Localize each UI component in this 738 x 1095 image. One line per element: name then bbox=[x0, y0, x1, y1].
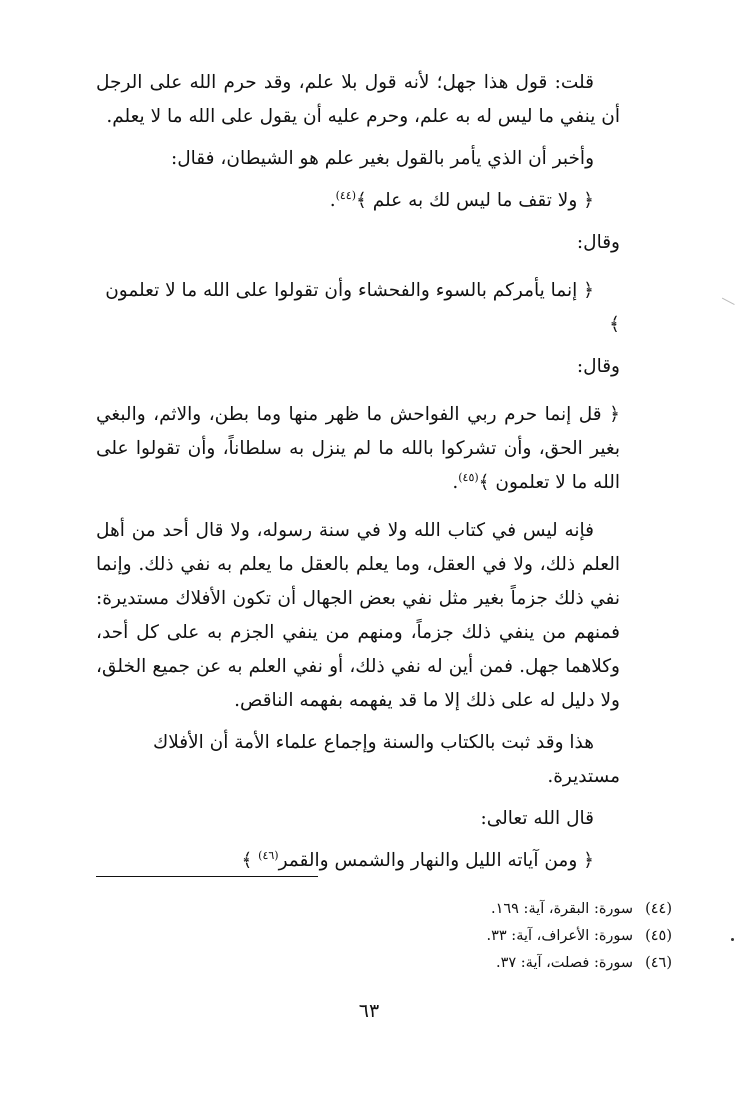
footnote-separator bbox=[96, 876, 318, 877]
said-label-2: وقال: bbox=[576, 356, 620, 377]
paragraph-shaitan: وأخبر أن الذي يأمر بالقول بغير علم هو الشيطان، فقال: bbox=[171, 148, 594, 169]
footnote-44 bbox=[96, 896, 672, 923]
quran-quote-4 bbox=[96, 844, 620, 878]
page-number: ٦٣ bbox=[358, 1000, 380, 1022]
quran-quote-1-text: ﴿ ولا تقف ما ليس لك به علم ﴾ bbox=[356, 190, 594, 211]
paragraph-intro: قلت: قول هذا جهل؛ لأنه قول بلا علم، وقد حرم الله على الرجل أن ينفي ما ليس له به علم، وحرم عليه أن يقول على الله ما لا يعلم. bbox=[96, 72, 620, 127]
quran-quote-4-text: ﴿ ومن آياته الليل والنهار والشمس والقمر bbox=[278, 850, 594, 871]
quran-quote-1 bbox=[96, 184, 620, 218]
footnote-text: سورة: الأعراف، آية: ٣٣. bbox=[486, 928, 634, 944]
footnote-text: سورة: فصلت، آية: ٣٧. bbox=[495, 955, 634, 971]
main-text bbox=[96, 66, 620, 878]
footnote-ref-44: (٤٤) bbox=[335, 188, 356, 202]
quran-quote-1-end: . bbox=[329, 190, 336, 211]
paragraph-argument: فإنه ليس في كتاب الله ولا في سنة رسوله، ولا قال أحد من أهل العلم ذلك، ولا في العقل، وما يعلم بالعقل ما يعلم به نفي ذلك. وإنما نفي ذلك جزماً بغير مثل نفي بعض الجهال أن تكون الأفلاك مستديرة: فمنهم من ينفي ذلك جزماً، ومنهم من ينفي الجزم به على كل أحد، وكلاهما جهل. فمن أين له نفي ذلك، أو نفي العلم به عن جميع الخلق، ولا دليل له على ذلك إلا ما قد يفهمه بفهمه الناقص. bbox=[96, 520, 620, 711]
footnote-46 bbox=[96, 950, 672, 977]
footnotes bbox=[96, 896, 672, 977]
quran-quote-3-end: . bbox=[452, 472, 459, 493]
footnote-number: (٤٥) bbox=[645, 928, 672, 944]
quran-quote-2: ﴿ إنما يأمركم بالسوء والفحشاء وأن تقولوا على الله ما لا تعلمون ﴾ bbox=[105, 280, 620, 335]
quran-quote-3 bbox=[96, 398, 620, 500]
footnote-ref-46: (٤٦) bbox=[258, 848, 279, 862]
quran-quote-3-text: ﴿ قل إنما حرم ربي الفواحش ما ظهر منها وما بطن، والاثم، والبغي بغير الحق، وأن تشركوا بالله ما لم ينزل به سلطاناً، وأن تقولوا على الله ما لا تعلمون ﴾ bbox=[96, 404, 620, 493]
footnote-ref-45: (٤٥) bbox=[458, 470, 479, 484]
quran-quote-4-close: ﴾ bbox=[241, 850, 253, 871]
said-label-1: وقال: bbox=[576, 232, 620, 253]
footnote-text: سورة: البقرة، آية: ١٦٩. bbox=[490, 901, 634, 917]
paragraph-allah-said: قال الله تعالى: bbox=[480, 808, 594, 829]
footnote-45 bbox=[96, 923, 672, 950]
footnote-number: (٤٤) bbox=[645, 901, 672, 917]
scan-speck bbox=[731, 938, 734, 941]
paragraph-consensus: هذا وقد ثبت بالكتاب والسنة وإجماع علماء الأمة أن الأفلاك مستديرة. bbox=[152, 732, 620, 787]
scan-edge-mark bbox=[715, 298, 734, 318]
footnote-number: (٤٦) bbox=[645, 955, 672, 971]
